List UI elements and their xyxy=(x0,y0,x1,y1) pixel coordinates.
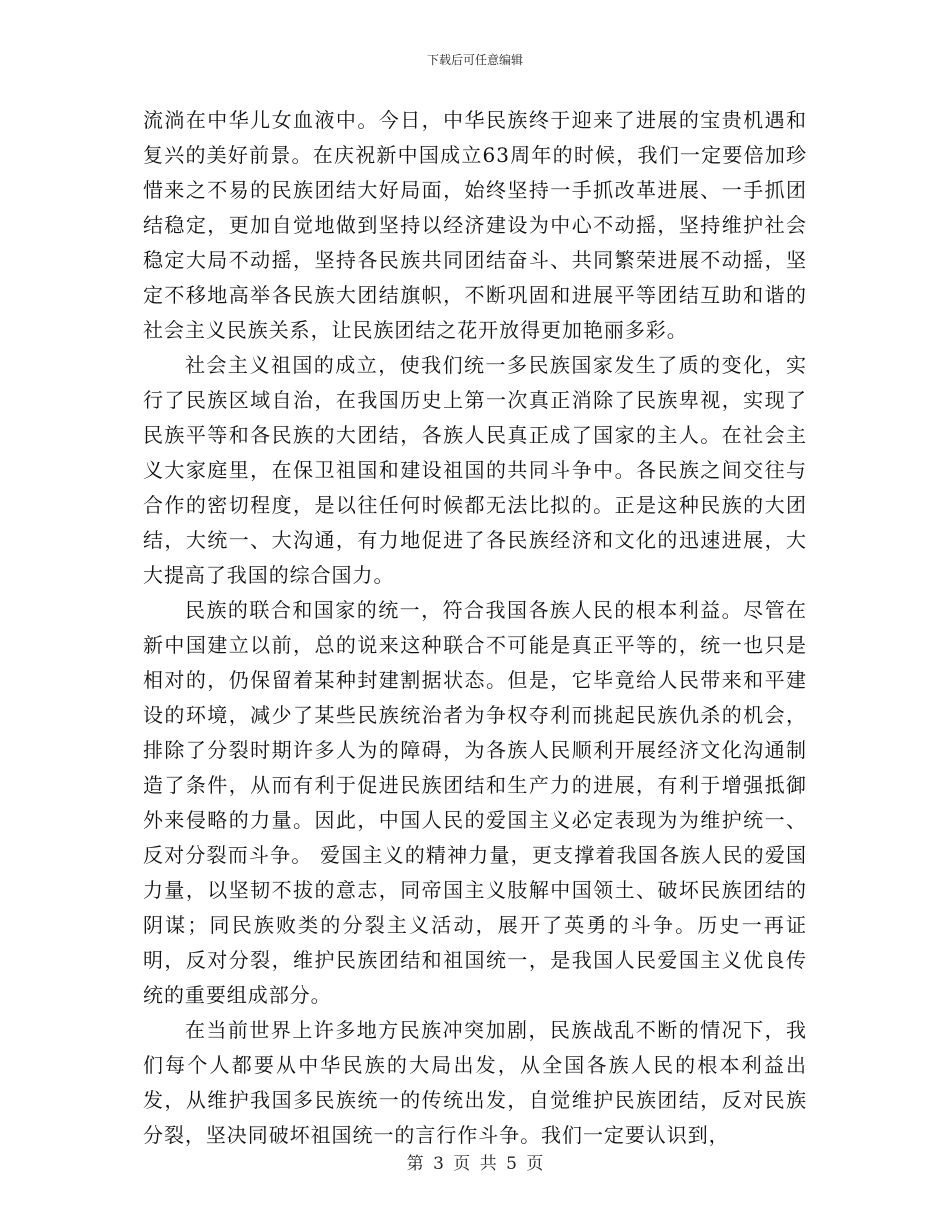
page-footer: 第 3 页 共 5 页 xyxy=(406,1154,544,1174)
paragraph-2: 社会主义祖国的成立，使我们统一多民族国家发生了质的变化，实行了民族区域自治，在我国历史上第一次真正消除了民族卑视，实现了民族平等和各民族的大团结，各族人民真正成了国家的主人。在社会主义大家庭里，在保卫祖国和建设祖国的共同斗争中。各民族之间交往与合作的密切程度，是以往任何时候都无法比拟的。正是这种民族的大团结，大统一、大沟通，有力地促进了各民族经济和文化的迅速进展，大大提高了我国的综合国力。 xyxy=(143,353,807,587)
paragraph-1: 流淌在中华儿女血液中。今日，中华民族终于迎来了进展的宝贵机遇和复兴的美好前景。在庆祝新中国成立63周年的时候，我们一定要倍加珍惜来之不易的民族团结大好局面，始终坚持一手抓改革进展、一手抓团结稳定，更加自觉地做到坚持以经济建设为中心不动摇，坚持维护社会稳定大局不动摇，坚持各民族共同团结奋斗、共同繁荣进展不动摇，坚定不移地高举各民族大团结旗帜，不断巩固和进展平等团结互助和谐的社会主义民族关系，让民族团结之花开放得更加艳丽多彩。 xyxy=(143,108,807,342)
document-body xyxy=(143,103,807,1153)
paragraph-4: 在当前世界上许多地方民族冲突加剧，民族战乱不断的情况下，我们每个人都要从中华民族的大局出发，从全国各族人民的根本利益出发，从维护我国多民族统一的传统出发，自觉维护民族团结，反对民族分裂，坚决同破坏祖国统一的言行作斗争。我们一定要认识到， xyxy=(143,1018,807,1147)
page-header: 下载后可任意编辑 xyxy=(426,53,523,67)
paragraph-3: 民族的联合和国家的统一，符合我国各族人民的根本利益。尽管在新中国建立以前，总的说来这种联合不可能是真正平等的，统一也只是相对的，仍保留着某种封建割据状态。但是，它毕竟给人民带来和平建设的环境，减少了某些民族统治者为争权夺利而挑起民族仇杀的机会，排除了分裂时期许多人为的障碍，为各族人民顺利开展经济文化沟通制造了条件，从而有利于促进民族团结和生产力的进展，有利于增强抵御外来侵略的力量。因此，中国人民的爱国主义必定表现为为维护统一、反对分裂而斗争。 爱国主义的精神力量，更支撑着我国各族人民的爱国力量，以坚韧不拔的意志，同帝国主义肢解中国领土、破坏民族团结的阴谋；同民族败类的分裂主义活动，展开了英勇的斗争。历史一再证明，反对分裂，维护民族团结和祖国统一，是我国人民爱国主义优良传统的重要组成部分。 xyxy=(143,598,807,1007)
